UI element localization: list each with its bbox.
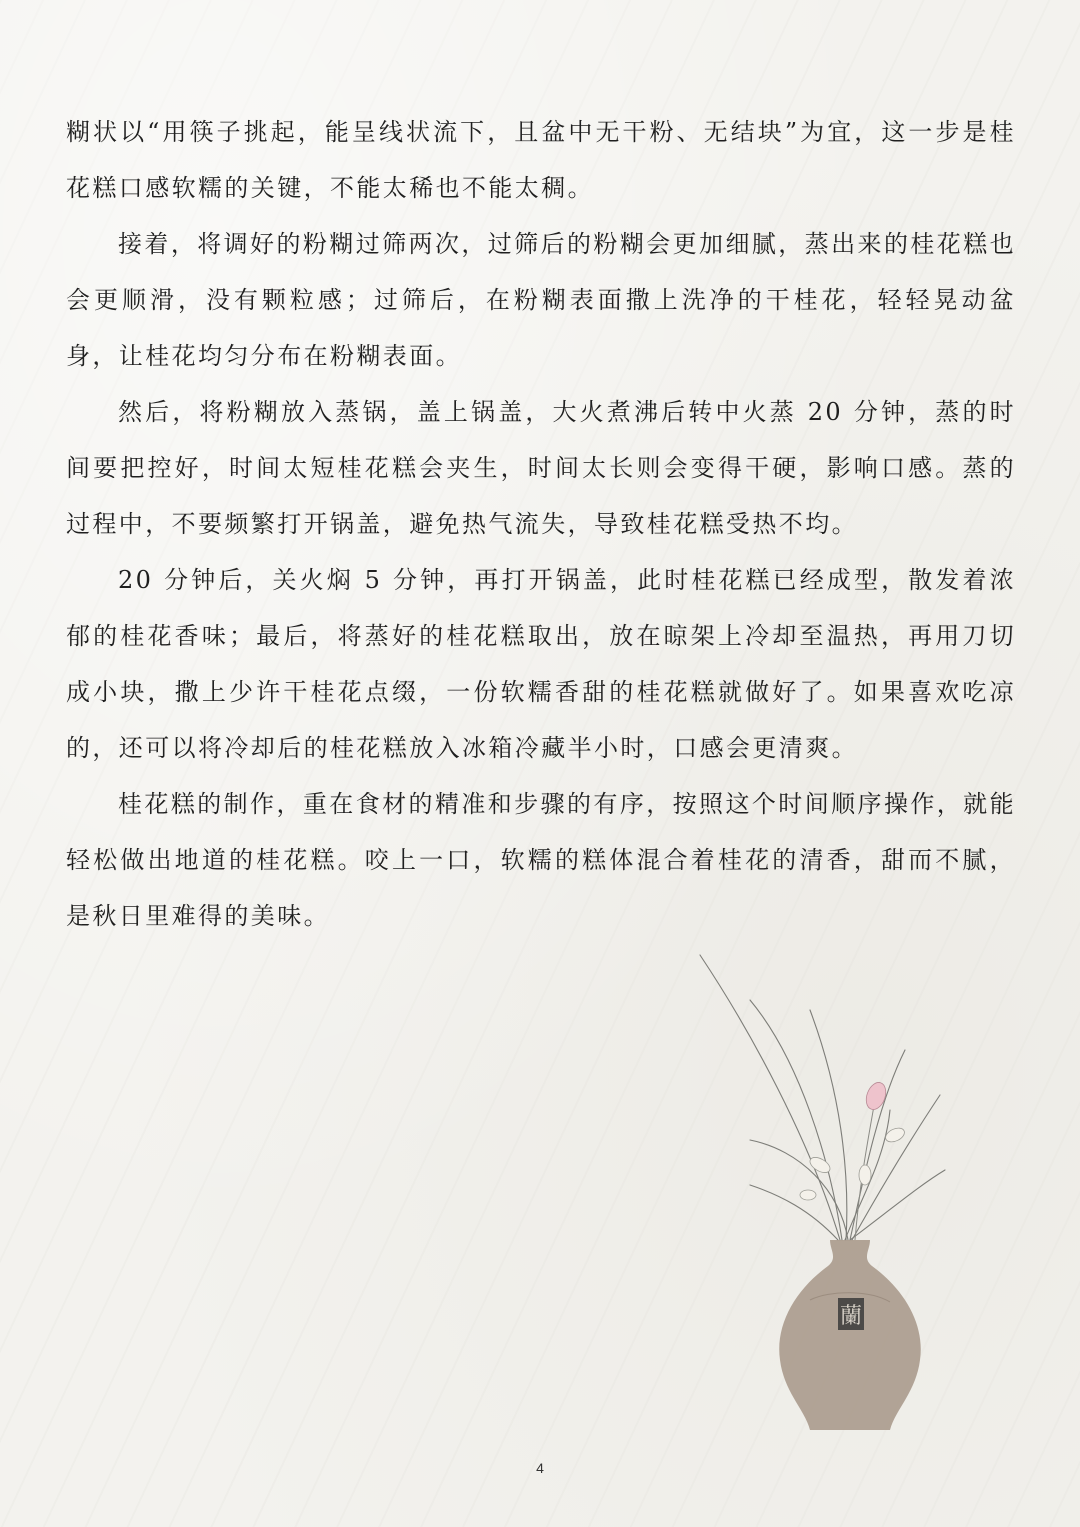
orchid-flowers xyxy=(800,1080,907,1240)
paragraph-finishing: 20 分钟后，关火焖 5 分钟，再打开锅盖，此时桂花糕已经成型，散发着浓郁的桂花香味；最后，将蒸好的桂花糕取出，放在晾架上冷却至温热，再用刀切成小块，撒上少许干桂花点缀，一份软糯香甜的桂花糕就做好了。如果喜欢吃凉的，还可以将冷却后的桂花糕放入冰箱冷藏半小时，口感会更清爽。 xyxy=(66,566,1016,762)
paragraph-sieving: 接着，将调好的粉糊过筛两次，过筛后的粉糊会更加细腻，蒸出来的桂花糕也会更顺滑，没有颗粒感；过筛后，在粉糊表面撒上洗净的干桂花，轻轻晃动盆身，让桂花均匀分布在粉糊表面。 xyxy=(66,230,1016,370)
paragraph-steaming: 然后，将粉糊放入蒸锅，盖上锅盖，大火煮沸后转中火蒸 20 分钟，蒸的时间要把控好，时间太短桂花糕会夹生，时间太长则会变得干硬，影响口感。蒸的过程中，不要频繁打开锅盖，避免热气流失，导致桂花糕受热不均。 xyxy=(66,398,1016,538)
vase-character: 蘭 xyxy=(839,1304,863,1329)
orchid-leaves xyxy=(700,955,945,1240)
paragraph-continuation: 糊状以“用筷子挑起，能呈线状流下，且盆中无干粉、无结块”为宜，这一步是桂花糕口感软糯的关键，不能太稀也不能太稠。 xyxy=(66,118,1016,202)
body-text xyxy=(66,104,1016,944)
vase xyxy=(779,1240,921,1430)
page-number: 4 xyxy=(536,1460,544,1476)
paragraph-conclusion: 桂花糕的制作，重在食材的精准和步骤的有序，按照这个时间顺序操作，就能轻松做出地道的桂花糕。咬上一口，软糯的糕体混合着桂花的清香，甜而不腻，是秋日里难得的美味。 xyxy=(66,790,1016,930)
orchid-vase-illustration xyxy=(690,940,990,1440)
